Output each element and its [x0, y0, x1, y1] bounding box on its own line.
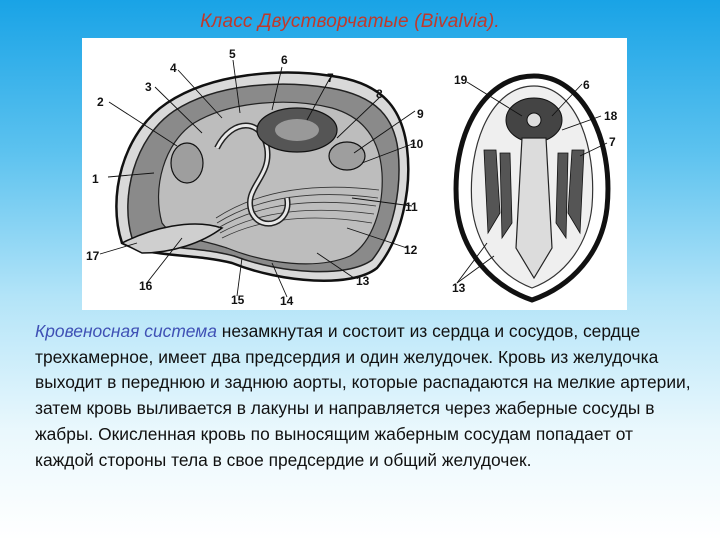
cross-section-drawing	[456, 76, 608, 300]
label-7: 7	[327, 71, 334, 85]
label-13: 13	[356, 274, 370, 288]
label-10: 10	[410, 137, 424, 151]
label-1: 1	[92, 172, 99, 186]
label-18: 18	[604, 109, 618, 123]
slide-title: Класс Двустворчатые (Bivalvia).	[200, 11, 500, 32]
label-16: 16	[139, 279, 153, 293]
lateral-view-drawing	[100, 60, 415, 297]
label-19: 19	[454, 73, 468, 87]
label-2: 2	[97, 95, 104, 109]
label-4: 4	[170, 61, 177, 75]
label-5: 5	[229, 47, 236, 61]
anatomy-figure	[82, 38, 627, 310]
label-11: 11	[405, 200, 418, 214]
body-description: незамкнутая и состоит из сердца и сосудов, сердце трехкамерное, имеет два предсердия и один желудочек. Кровь из желудочка выходит в переднюю и заднюю аорты, которые распадаются на мелкие артерии, затем кровь выливается в лакуны и направляется через жаберные сосуды в жабры. Окисленная кровь по выносящим жаберным сосудам попадает от каждой стороны тела в свое предсердие и общий желудочек.	[35, 321, 691, 470]
label-8: 8	[376, 87, 383, 101]
label-14: 14	[280, 294, 294, 308]
label-6-right: 6	[583, 78, 590, 92]
term-circulatory-system: Кровеносная система	[35, 321, 217, 341]
label-12: 12	[404, 243, 418, 257]
label-9: 9	[417, 107, 424, 121]
label-17: 17	[86, 249, 100, 263]
bivalve-anatomy-illustration	[82, 38, 627, 310]
label-6: 6	[281, 53, 288, 67]
label-3: 3	[145, 80, 152, 94]
label-7-right: 7	[609, 135, 616, 149]
body-paragraph	[35, 319, 695, 473]
label-13-right: 13	[452, 281, 466, 295]
label-15: 15	[231, 293, 245, 307]
